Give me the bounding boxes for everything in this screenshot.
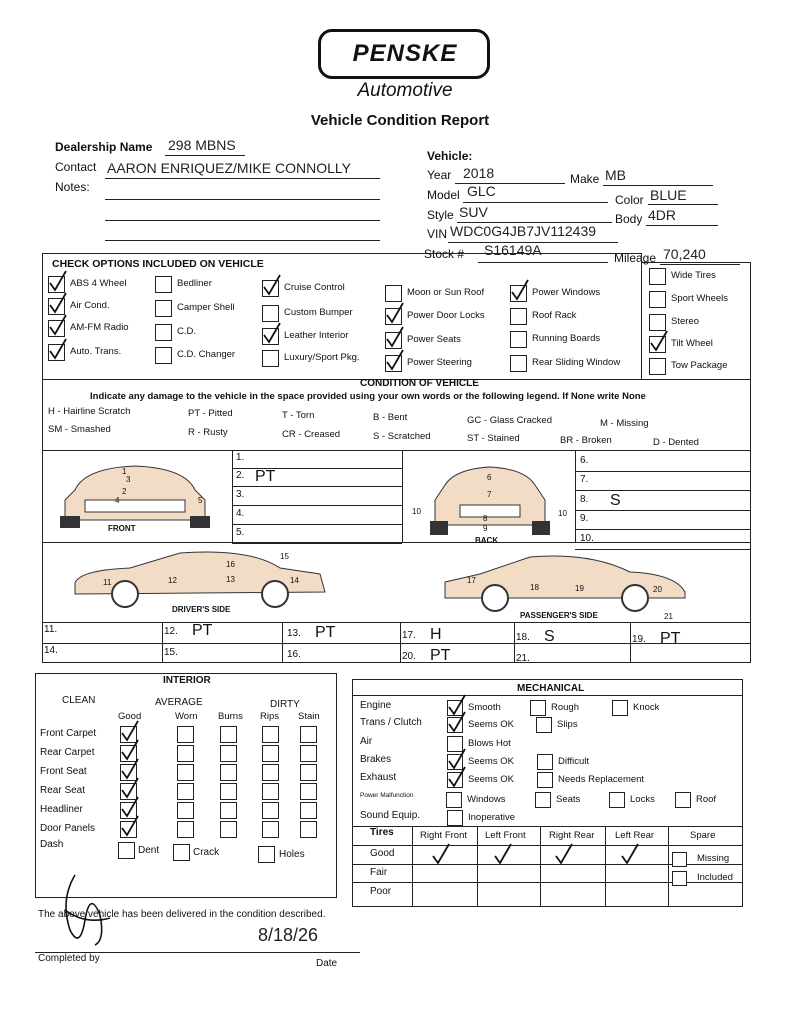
mech-row-4-label: Exhaust — [360, 772, 397, 783]
spare-missing-checkbox[interactable] — [672, 852, 687, 867]
side-grid-divider-4 — [630, 622, 631, 663]
option-3-checkbox-check-icon — [47, 338, 67, 360]
passenger-caption: PASSENGER'S SIDE — [520, 611, 598, 620]
side-grid-divider-0 — [162, 622, 163, 663]
back-line-7-number: 7. — [580, 474, 589, 485]
driver-marker-14: 14 — [290, 576, 299, 585]
option-16-label: Power Windows — [532, 287, 601, 298]
interior-3-3-checkbox[interactable] — [262, 783, 279, 800]
tire-row-fair: Fair — [370, 867, 388, 878]
interior-4-3-checkbox[interactable] — [262, 802, 279, 819]
interior-1-4-checkbox[interactable] — [300, 745, 317, 762]
front-line-4-number: 4. — [236, 508, 245, 519]
side-grid-divider-1 — [282, 622, 283, 663]
mech-0-2-checkbox[interactable] — [612, 700, 628, 716]
option-5-checkbox[interactable] — [155, 300, 172, 317]
dash-dent-label: Dent — [138, 845, 160, 856]
option-9-checkbox[interactable] — [262, 305, 279, 322]
logo-sub: Automotive — [357, 80, 453, 101]
interior-heading: INTERIOR — [163, 675, 211, 686]
legend-item-12: D - Dented — [653, 437, 699, 448]
make-value: MB — [605, 167, 626, 183]
body-label: Body — [615, 212, 643, 226]
interior-col-stain: Stain — [298, 711, 320, 722]
front-marker-2: 2 — [122, 487, 127, 496]
mech-5-2-checkbox[interactable] — [609, 792, 625, 808]
back-marker-0: 6 — [487, 473, 492, 482]
logo-brand: PENSKE — [352, 40, 458, 67]
back-line-6-number: 6. — [580, 455, 589, 466]
option-20-label: Wide Tires — [671, 270, 716, 281]
vin-label: VIN — [427, 227, 448, 241]
condition-heading: CONDITION OF VEHICLE — [360, 378, 479, 389]
tire-col-2: Right Rear — [549, 830, 595, 841]
interior-2-3-checkbox[interactable] — [262, 764, 279, 781]
legend-item-0: H - Hairline Scratch — [48, 406, 131, 417]
option-2-checkbox-check-icon — [47, 314, 67, 336]
mech-4-1-checkbox[interactable] — [537, 772, 553, 788]
tires-col-rule-1 — [477, 826, 478, 907]
legend-item-1: PT - Pitted — [188, 408, 233, 419]
side-field-17-value: H — [430, 626, 442, 643]
option-12-checkbox[interactable] — [385, 285, 402, 302]
tires-row-rule-1 — [352, 845, 743, 846]
interior-0-3-checkbox[interactable] — [262, 726, 279, 743]
side-field-12-value: PT — [192, 622, 213, 639]
legend-item-9: S - Scratched — [373, 431, 431, 442]
option-20-checkbox[interactable] — [649, 268, 666, 285]
tire-col-3: Left Rear — [615, 830, 655, 841]
spare-missing-label: Missing — [697, 853, 730, 864]
date-value: 8/18/26 — [258, 925, 319, 945]
mech-3-1-label: Difficult — [558, 756, 589, 767]
back-line-6-rule — [575, 471, 751, 472]
option-11-checkbox[interactable] — [262, 350, 279, 367]
interior-1-1-checkbox[interactable] — [177, 745, 194, 762]
tire-good-2-check-icon — [553, 843, 573, 865]
option-1-checkbox-check-icon — [47, 292, 67, 314]
back-line-8-rule — [575, 510, 751, 511]
option-16-checkbox-check-icon — [509, 279, 529, 301]
option-15-label: Power Steering — [407, 357, 472, 368]
side-field-13-number: 13. — [287, 628, 301, 639]
option-10-label: Leather Interior — [284, 330, 349, 341]
front-line-2-rule — [232, 486, 402, 487]
legend-item-4: GC - Glass Cracked — [467, 415, 552, 426]
back-caption: BACK — [475, 536, 499, 545]
passenger-marker-17: 17 — [467, 576, 476, 585]
back-line-8-value: S — [610, 492, 621, 509]
option-19-checkbox[interactable] — [510, 355, 527, 372]
interior-1-3-checkbox[interactable] — [262, 745, 279, 762]
mileage-label: Mileage — [614, 251, 657, 265]
option-7-label: C.D. Changer — [177, 349, 236, 360]
side-field-16-number: 16. — [287, 649, 301, 660]
side-field-11-number: 11. — [44, 624, 58, 635]
condition-instruction: Indicate any damage to the vehicle in the space provided using your own words or the following legend. If None write None — [90, 391, 646, 402]
side-field-20-value: PT — [430, 647, 451, 664]
style-label: Style — [427, 208, 454, 222]
legend-item-8: CR - Creased — [282, 429, 341, 440]
interior-row-3-label: Rear Seat — [40, 785, 86, 796]
front-caption: FRONT — [108, 524, 136, 533]
notes-label: Notes: — [55, 180, 90, 194]
mech-4-0-label: Seems OK — [468, 774, 514, 785]
interior-2-2-checkbox[interactable] — [220, 764, 237, 781]
mech-5-0-checkbox[interactable] — [446, 792, 462, 808]
mech-1-1-checkbox[interactable] — [536, 717, 552, 733]
front-line-5-number: 5. — [236, 527, 245, 538]
interior-2-1-checkbox[interactable] — [177, 764, 194, 781]
option-18-label: Running Boards — [532, 333, 601, 344]
option-24-label: Tow Package — [671, 360, 728, 371]
option-9-label: Custom Bumper — [284, 307, 353, 318]
interior-col-good: Good — [118, 711, 142, 722]
option-15-checkbox-check-icon — [384, 349, 404, 371]
style-value: SUV — [459, 204, 488, 220]
back-marker-1: 7 — [487, 490, 492, 499]
interior-col-worn: Worn — [175, 711, 198, 722]
option-3-label: Auto. Trans. — [70, 346, 122, 357]
option-8-label: Cruise Control — [284, 282, 345, 293]
year-value: 2018 — [463, 165, 495, 181]
front-marker-1: 1 — [122, 467, 127, 476]
interior-4-4-checkbox[interactable] — [300, 802, 317, 819]
mech-5-0-label: Windows — [467, 794, 506, 805]
side-field-21-number: 21. — [516, 653, 530, 664]
side-field-13-value: PT — [315, 624, 336, 641]
dash-label: Dash — [40, 839, 64, 850]
legend-item-7: R - Rusty — [188, 427, 228, 438]
model-label: Model — [427, 188, 460, 202]
interior-4-2-checkbox[interactable] — [220, 802, 237, 819]
contact-value: AARON ENRIQUEZ/MIKE CONNOLLY — [107, 160, 352, 176]
legend-item-6: SM - Smashed — [48, 424, 111, 435]
legend-item-11: BR - Broken — [560, 435, 612, 446]
option-7-checkbox[interactable] — [155, 347, 172, 364]
date-label: Date — [316, 958, 338, 969]
back-line-9-rule — [575, 529, 751, 530]
front-line-4-rule — [232, 524, 402, 525]
front-line-3-rule — [232, 505, 402, 506]
tire-row-poor: Poor — [370, 886, 392, 897]
page-title: Vehicle Condition Report — [310, 112, 490, 129]
stock-value: S16149A — [484, 242, 542, 258]
interior-clean: CLEAN — [62, 695, 96, 706]
tires-col-rule-4 — [668, 826, 669, 907]
driver-marker-12: 12 — [168, 576, 177, 585]
option-23-label: Tilt Wheel — [671, 338, 713, 349]
mech-row-2-label: Air — [360, 736, 373, 747]
option-1-label: Air Cond. — [70, 300, 110, 311]
interior-col-rips: Rips — [260, 711, 280, 722]
side-field-19-number: 19. — [632, 634, 646, 645]
mech-4-0-checkbox-check-icon — [446, 766, 466, 788]
interior-average: AVERAGE — [155, 697, 203, 708]
option-8-checkbox-check-icon — [261, 274, 281, 296]
interior-0-4-checkbox[interactable] — [300, 726, 317, 743]
option-18-checkbox[interactable] — [510, 331, 527, 348]
back-line-8-number: 8. — [580, 494, 589, 505]
front-marker-4: 4 — [115, 496, 120, 505]
driver-marker-15: 15 — [280, 552, 289, 561]
back-marker-5: 10 — [558, 509, 567, 518]
passenger-marker-21: 21 — [664, 612, 673, 621]
interior-row-2-label: Front Seat — [40, 766, 87, 777]
mech-1-0-label: Seems OK — [468, 719, 514, 730]
side-grid-divider-3 — [514, 622, 515, 663]
option-12-label: Moon or Sun Roof — [407, 287, 485, 298]
interior-5-3-checkbox[interactable] — [262, 821, 279, 838]
interior-col-burns: Burns — [218, 711, 243, 722]
back-line-10-number: 10. — [580, 533, 594, 544]
vehicle-heading: Vehicle: — [427, 149, 473, 163]
option-10-checkbox-check-icon — [261, 322, 281, 344]
option-21-checkbox[interactable] — [649, 291, 666, 308]
mech-4-1-label: Needs Replacement — [558, 774, 645, 785]
mech-0-2-label: Knock — [633, 702, 660, 713]
interior-row-4-label: Headliner — [40, 804, 83, 815]
tires-label: Tires — [370, 827, 394, 838]
front-line-5-rule — [232, 543, 402, 544]
option-23-checkbox-check-icon — [648, 330, 668, 352]
option-22-label: Stereo — [671, 316, 699, 327]
side-grid-divider-2 — [400, 622, 401, 663]
driver-marker-11: 11 — [103, 578, 112, 587]
tire-col-0: Right Front — [420, 830, 467, 841]
mech-0-1-checkbox[interactable] — [530, 700, 546, 716]
front-marker-5: 5 — [198, 496, 203, 505]
mech-6-0-label: Inoperative — [468, 812, 516, 823]
interior-row-1-label: Rear Carpet — [40, 747, 95, 758]
option-5-label: Camper Shell — [177, 302, 235, 313]
dash-crack-label: Crack — [193, 847, 220, 858]
tire-good-1-check-icon — [492, 843, 512, 865]
dealership-label: Dealership Name — [55, 140, 153, 154]
option-0-label: ABS 4 Wheel — [70, 278, 127, 289]
mech-1-1-label: Slips — [557, 719, 578, 730]
tires-top-rule — [352, 826, 743, 827]
front-line-3-number: 3. — [236, 489, 245, 500]
tire-good-0-check-icon — [430, 843, 450, 865]
dealership-value: 298 MBNS — [168, 137, 236, 153]
option-19-label: Rear Sliding Window — [532, 357, 621, 368]
dash-dent-checkbox[interactable] — [118, 842, 135, 859]
tire-good-3-check-icon — [619, 843, 639, 865]
interior-row-0-label: Front Carpet — [40, 728, 97, 739]
interior-row-5-label: Door Panels — [40, 823, 96, 834]
dash-crack-checkbox[interactable] — [173, 844, 190, 861]
side-field-18-value: S — [544, 628, 555, 645]
contact-label: Contact — [55, 160, 97, 174]
stock-label: Stock # — [424, 247, 465, 261]
spare-included-label: Included — [697, 872, 733, 883]
dash-holes-checkbox[interactable] — [258, 846, 275, 863]
tire-col-4: Spare — [690, 830, 716, 841]
year-label: Year — [427, 168, 452, 182]
tire-row-good: Good — [370, 848, 395, 859]
mech-3-1-checkbox[interactable] — [537, 754, 553, 770]
interior-5-1-checkbox[interactable] — [177, 821, 194, 838]
vin-value: WDC0G4JB7JV112439 — [450, 223, 597, 239]
interior-0-2-checkbox[interactable] — [220, 726, 237, 743]
model-value: GLC — [467, 183, 496, 199]
interior-2-4-checkbox[interactable] — [300, 764, 317, 781]
option-11-label: Luxury/Sport Pkg. — [284, 352, 360, 363]
option-0-checkbox-check-icon — [47, 270, 67, 292]
side-field-20-number: 20. — [402, 651, 416, 662]
option-22-checkbox[interactable] — [649, 314, 666, 331]
passenger-side-diagram — [440, 552, 690, 614]
back-line-10-rule — [575, 549, 751, 550]
option-14-checkbox-check-icon — [384, 326, 404, 348]
option-6-label: C.D. — [177, 326, 196, 337]
mech-row-6-label: Sound Equip. — [360, 810, 421, 821]
option-13-checkbox-check-icon — [384, 302, 404, 324]
driver-marker-13: 13 — [226, 575, 235, 584]
side-field-19-value: PT — [660, 630, 681, 647]
interior-3-2-checkbox[interactable] — [220, 783, 237, 800]
mech-5-2-label: Locks — [630, 794, 655, 805]
color-label: Color — [615, 193, 644, 207]
mech-5-1-checkbox[interactable] — [535, 792, 551, 808]
side-field-14-number: 14. — [44, 645, 58, 656]
color-value: BLUE — [650, 187, 687, 203]
side-field-12-number: 12. — [164, 626, 178, 637]
mileage-value: 70,240 — [663, 246, 706, 262]
back-marker-2: 8 — [483, 514, 488, 523]
mech-3-0-label: Seems OK — [468, 756, 514, 767]
mech-row-5-label: Power Malfunction — [360, 792, 414, 799]
option-4-checkbox[interactable] — [155, 276, 172, 293]
tires-col-rule-2 — [540, 826, 541, 907]
back-line-7-rule — [575, 490, 751, 491]
mech-row-0-label: Engine — [360, 700, 392, 711]
mech-0-0-label: Smooth — [468, 702, 501, 713]
legend-item-3: B - Bent — [373, 412, 408, 423]
passenger-marker-19: 19 — [575, 584, 584, 593]
mech-6-0-checkbox[interactable] — [447, 810, 463, 826]
option-13-label: Power Door Locks — [407, 310, 485, 321]
completed-by-label: Completed by — [38, 953, 100, 964]
body-value: 4DR — [648, 207, 677, 223]
tires-col-rule-0 — [412, 826, 413, 907]
side-field-15-number: 15. — [164, 647, 178, 658]
interior-4-1-checkbox[interactable] — [177, 802, 194, 819]
front-car-diagram — [55, 460, 215, 532]
side-field-18-number: 18. — [516, 632, 530, 643]
option-21-label: Sport Wheels — [671, 293, 729, 304]
legend-item-2: T - Torn — [282, 410, 315, 421]
front-line-2-value: PT — [255, 468, 276, 485]
option-24-checkbox[interactable] — [649, 358, 666, 375]
make-label: Make — [570, 172, 600, 186]
option-14-label: Power Seats — [407, 334, 461, 345]
interior-5-2-checkbox[interactable] — [220, 821, 237, 838]
mech-2-0-label: Blows Hot — [468, 738, 511, 749]
back-line-9-number: 9. — [580, 513, 589, 524]
legend-item-5: M - Missing — [600, 418, 649, 429]
interior-1-2-checkbox[interactable] — [220, 745, 237, 762]
option-17-label: Roof Rack — [532, 310, 577, 321]
interior-5-0-checkbox-check-icon — [119, 815, 139, 837]
front-line-2-number: 2. — [236, 470, 245, 481]
option-2-label: AM-FM Radio — [70, 322, 129, 333]
legend-item-10: ST - Stained — [467, 433, 520, 444]
mech-5-1-label: Seats — [556, 794, 581, 805]
interior-3-1-checkbox[interactable] — [177, 783, 194, 800]
passenger-marker-18: 18 — [530, 583, 539, 592]
interior-5-4-checkbox[interactable] — [300, 821, 317, 838]
option-4-label: Bedliner — [177, 278, 212, 289]
tire-col-1: Left Front — [485, 830, 526, 841]
spare-included-checkbox[interactable] — [672, 871, 687, 886]
tires-col-rule-3 — [605, 826, 606, 907]
mech-5-3-checkbox[interactable] — [675, 792, 691, 808]
option-17-checkbox[interactable] — [510, 308, 527, 325]
mech-1-0-checkbox-check-icon — [446, 711, 466, 733]
driver-marker-16: 16 — [226, 560, 235, 569]
mech-row-3-label: Brakes — [360, 754, 392, 765]
mech-0-1-label: Rough — [551, 702, 579, 713]
passenger-marker-20: 20 — [653, 585, 662, 594]
front-line-1-number: 1. — [236, 452, 245, 463]
interior-3-4-checkbox[interactable] — [300, 783, 317, 800]
mech-row-1-label: Trans / Clutch — [360, 717, 422, 728]
front-marker-3: 3 — [126, 475, 131, 484]
side-field-17-number: 17. — [402, 630, 416, 641]
interior-0-1-checkbox[interactable] — [177, 726, 194, 743]
dash-holes-label: Holes — [279, 849, 305, 860]
mechanical-heading: MECHANICAL — [517, 683, 585, 694]
back-marker-4: 10 — [412, 507, 421, 516]
options-heading: CHECK OPTIONS INCLUDED ON VEHICLE — [52, 258, 264, 270]
back-marker-3: 9 — [483, 524, 488, 533]
option-6-checkbox[interactable] — [155, 324, 172, 341]
interior-dirty: DIRTY — [270, 699, 300, 710]
delivered-text: The above vehicle has been delivered in the condition described. — [38, 909, 326, 920]
driver-caption: DRIVER'S SIDE — [172, 605, 231, 614]
mech-5-3-label: Roof — [696, 794, 717, 805]
